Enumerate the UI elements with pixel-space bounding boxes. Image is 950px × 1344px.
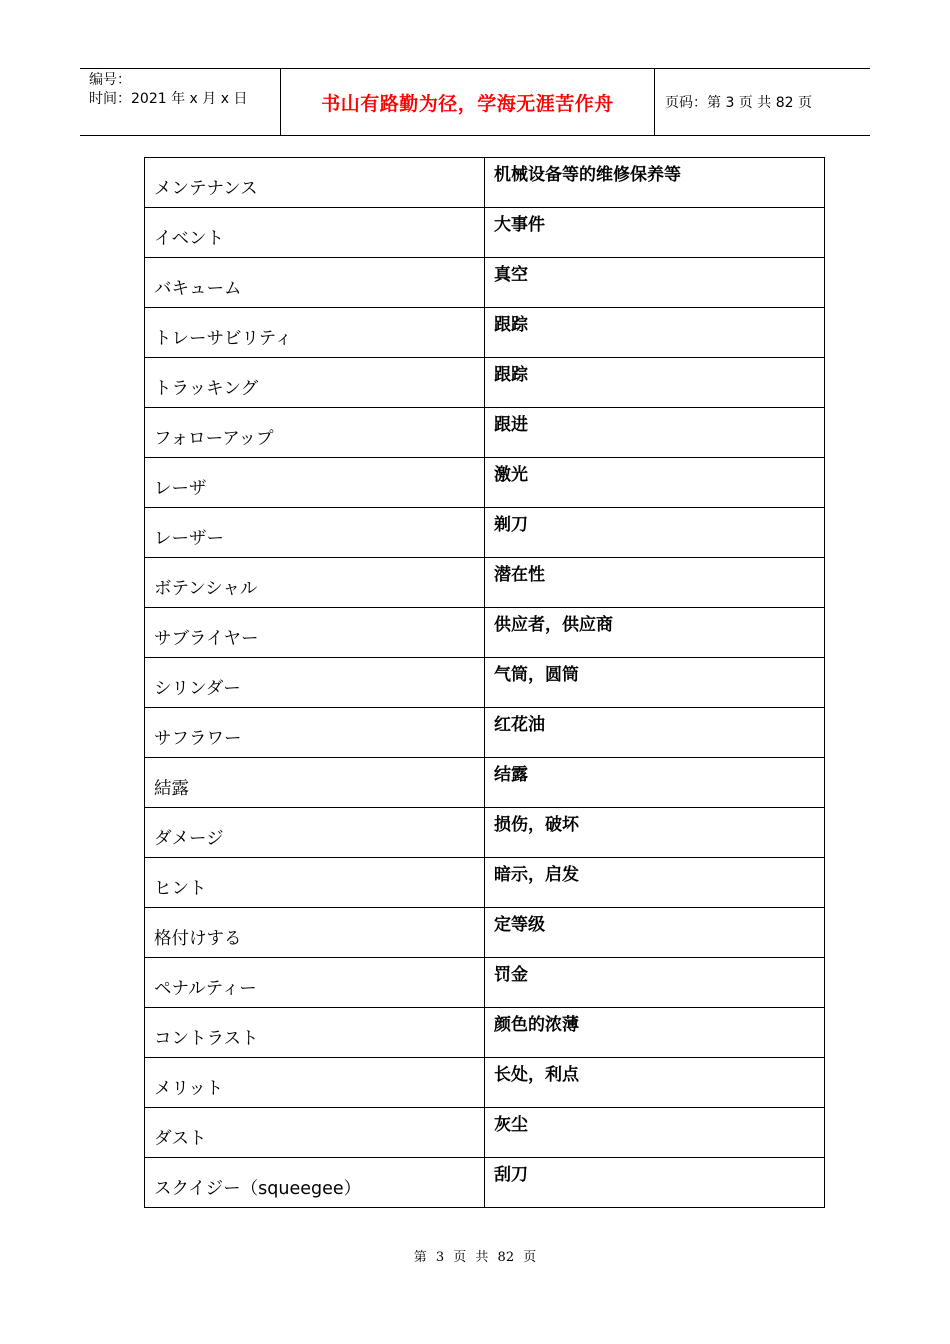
- japanese-term-cell: シリンダー: [145, 658, 485, 708]
- page-footer: 第 3 页 共 82 页: [413, 1250, 537, 1265]
- table-row: [145, 908, 825, 958]
- header-page-info: 页码：第 3 页 共 82 页: [665, 95, 812, 111]
- japanese-term-cell: レーザー: [145, 508, 485, 558]
- japanese-term-cell: ペナルティー: [145, 958, 485, 1008]
- chinese-meaning-cell: 暗示，启发: [485, 858, 825, 908]
- time-label: 时间：2021 年 x 月 x 日: [89, 91, 248, 107]
- table-row: [145, 408, 825, 458]
- table-row: [145, 958, 825, 1008]
- table-row: [145, 808, 825, 858]
- header-motto: 书山有路勤为径，学海无涯苦作舟: [281, 69, 655, 135]
- chinese-meaning-cell: 定等级: [485, 908, 825, 958]
- chinese-meaning-cell: 剃刀: [485, 508, 825, 558]
- chinese-meaning-cell: 颜色的浓薄: [485, 1008, 825, 1058]
- chinese-meaning-cell: 激光: [485, 458, 825, 508]
- japanese-term-cell: ヒント: [145, 858, 485, 908]
- chinese-meaning-cell: 机械设备等的维修保养等: [485, 158, 825, 208]
- chinese-meaning-cell: 气筒，圆筒: [485, 658, 825, 708]
- japanese-term-cell: メリット: [145, 1058, 485, 1108]
- page-header: [80, 68, 870, 136]
- chinese-meaning-cell: 真空: [485, 258, 825, 308]
- table-row: [145, 1158, 825, 1208]
- table-row: [145, 608, 825, 658]
- table-row: [145, 1008, 825, 1058]
- vocabulary-table: [144, 157, 825, 1208]
- table-row: [145, 658, 825, 708]
- table-row: [145, 458, 825, 508]
- table-row: [145, 708, 825, 758]
- table-row: [145, 308, 825, 358]
- table-row: [145, 358, 825, 408]
- chinese-meaning-cell: 损伤，破坏: [485, 808, 825, 858]
- table-row: [145, 758, 825, 808]
- japanese-term-cell: バキューム: [145, 258, 485, 308]
- chinese-meaning-cell: 潜在性: [485, 558, 825, 608]
- chinese-meaning-cell: 结露: [485, 758, 825, 808]
- table-row: [145, 158, 825, 208]
- table-row: [145, 208, 825, 258]
- chinese-meaning-cell: 长处，利点: [485, 1058, 825, 1108]
- chinese-meaning-cell: 跟踪: [485, 308, 825, 358]
- vocabulary-table-body: [145, 158, 825, 1208]
- japanese-term-cell: ダスト: [145, 1108, 485, 1158]
- japanese-term-cell: イベント: [145, 208, 485, 258]
- japanese-term-cell: サフラワー: [145, 708, 485, 758]
- table-row: [145, 1108, 825, 1158]
- japanese-term-cell: 格付けする: [145, 908, 485, 958]
- table-row: [145, 558, 825, 608]
- table-row: [145, 1058, 825, 1108]
- table-row: [145, 508, 825, 558]
- chinese-meaning-cell: 跟踪: [485, 358, 825, 408]
- chinese-meaning-cell: 跟进: [485, 408, 825, 458]
- japanese-term-cell: ダメージ: [145, 808, 485, 858]
- chinese-meaning-cell: 罚金: [485, 958, 825, 1008]
- japanese-term-cell: レーザ: [145, 458, 485, 508]
- japanese-term-cell: コントラスト: [145, 1008, 485, 1058]
- japanese-term-cell: 結露: [145, 758, 485, 808]
- table-row: [145, 858, 825, 908]
- chinese-meaning-cell: 刮刀: [485, 1158, 825, 1208]
- japanese-term-cell: ボテンシャル: [145, 558, 485, 608]
- chinese-meaning-cell: 供应者，供应商: [485, 608, 825, 658]
- japanese-term-cell: フォローアップ: [145, 408, 485, 458]
- japanese-term-cell: サブライヤー: [145, 608, 485, 658]
- number-label: 编号：: [89, 72, 131, 88]
- japanese-term-cell: メンテナンス: [145, 158, 485, 208]
- header-meta: [80, 69, 281, 135]
- chinese-meaning-cell: 灰尘: [485, 1108, 825, 1158]
- japanese-term-cell: トラッキング: [145, 358, 485, 408]
- chinese-meaning-cell: 大事件: [485, 208, 825, 258]
- japanese-term-cell: トレーサビリティ: [145, 308, 485, 358]
- japanese-term-cell: スクイジー（squeegee）: [145, 1158, 485, 1208]
- table-row: [145, 258, 825, 308]
- chinese-meaning-cell: 红花油: [485, 708, 825, 758]
